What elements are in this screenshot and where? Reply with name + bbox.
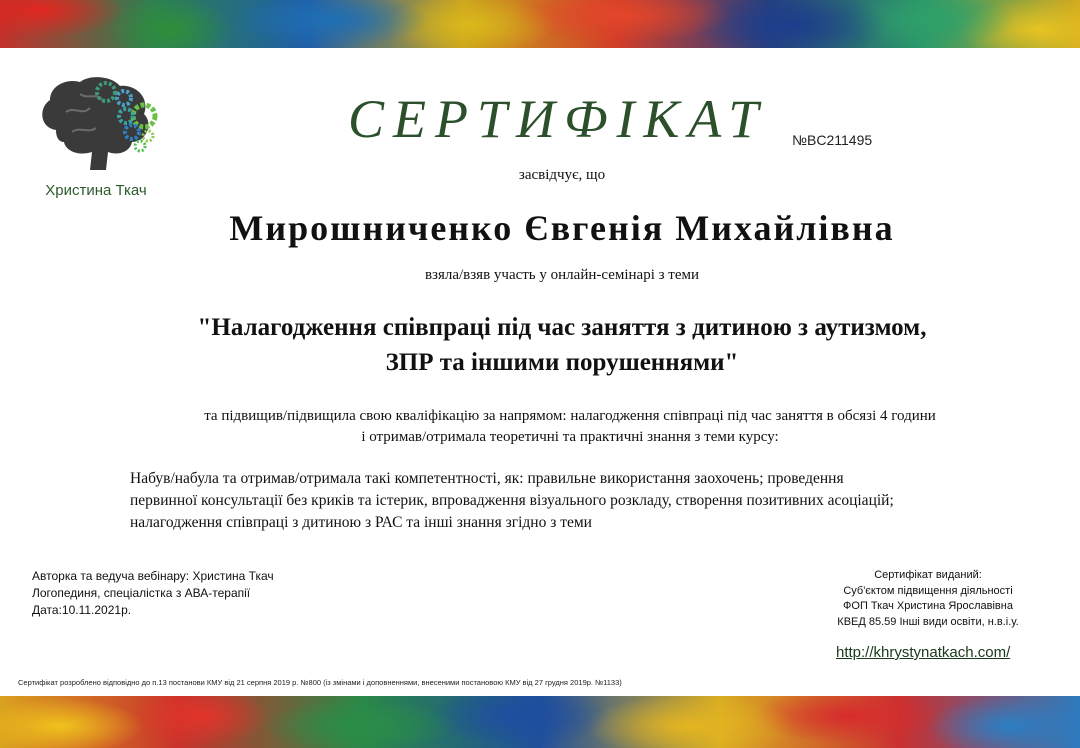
- recipient-name: Мирошниченко Євгенія Михайлівна: [229, 208, 895, 248]
- competency-line: Набув/набула та отримав/отримала такі компетентності, як: правильне використання заохочень; проведення: [130, 470, 844, 487]
- competency-line: первинної консультації без криків та істерик, впровадження візуального розкладу, створення позитивних асоціацій;: [130, 492, 894, 509]
- seminar-topic: [0, 310, 1080, 380]
- logo-name: Христина Ткач: [45, 182, 147, 199]
- certificate-title: СЕРТИФІКАТ: [348, 89, 768, 149]
- certificate-number: №BC211495: [792, 132, 873, 148]
- qualification-line: та підвищив/підвищила свою кваліфікацію за напрямом: налагодження співпраці під час заняття в обсязі 4 години: [204, 408, 936, 424]
- author-line: Авторка та ведуча вебінару: Христина Ткач: [32, 569, 274, 583]
- seminar-topic-line: "Налагодження співпраці під час заняття з дитиною з аутизмом,: [197, 314, 927, 341]
- issuer-line: ФОП Ткач Христина Ярославівна: [843, 600, 1013, 612]
- issue-date: Дата:10.11.2021р.: [32, 603, 132, 617]
- author-line: Логопединя, спеціалістка з АВА-терапії: [32, 586, 251, 600]
- qualification-text: [0, 406, 1080, 448]
- decorative-paint-band-top: [0, 0, 1080, 48]
- seminar-topic-line: ЗПР та іншими порушеннями": [385, 349, 739, 376]
- issuer-info: [820, 568, 1036, 630]
- participation-text: взяла/взяв участь у онлайн-семінарі з теми: [424, 267, 700, 283]
- competencies-text: [130, 468, 1030, 534]
- brain-gears-icon: [36, 72, 164, 182]
- issuer-line: Сертифікат виданий:: [874, 569, 982, 581]
- website-link[interactable]: http://khrystynatkach.com/: [836, 644, 1011, 661]
- certifies-text: засвідчує, що: [518, 167, 606, 183]
- legal-footnote: Сертифікат розроблено відповідно до п.13 постанови КМУ від 21 серпня 2019 р. №800 (із змінами і доповненнями, внесеними постановою КМУ від 27 грудня 2019р. №1133): [18, 678, 622, 687]
- decorative-paint-band-bottom: [0, 696, 1080, 748]
- issuer-line: Суб'єктом підвищення діяльності: [843, 584, 1013, 597]
- issuer-line: КВЕД 85.59 Інші види освіти, н.в.і.у.: [837, 615, 1019, 628]
- qualification-line: і отримав/отримала теоретичні та практичні знання з теми курсу:: [361, 429, 779, 445]
- competency-line: налагодження співпраці з дитиною з РАС та інші знання згідно з теми: [130, 514, 592, 531]
- author-info: [32, 568, 274, 619]
